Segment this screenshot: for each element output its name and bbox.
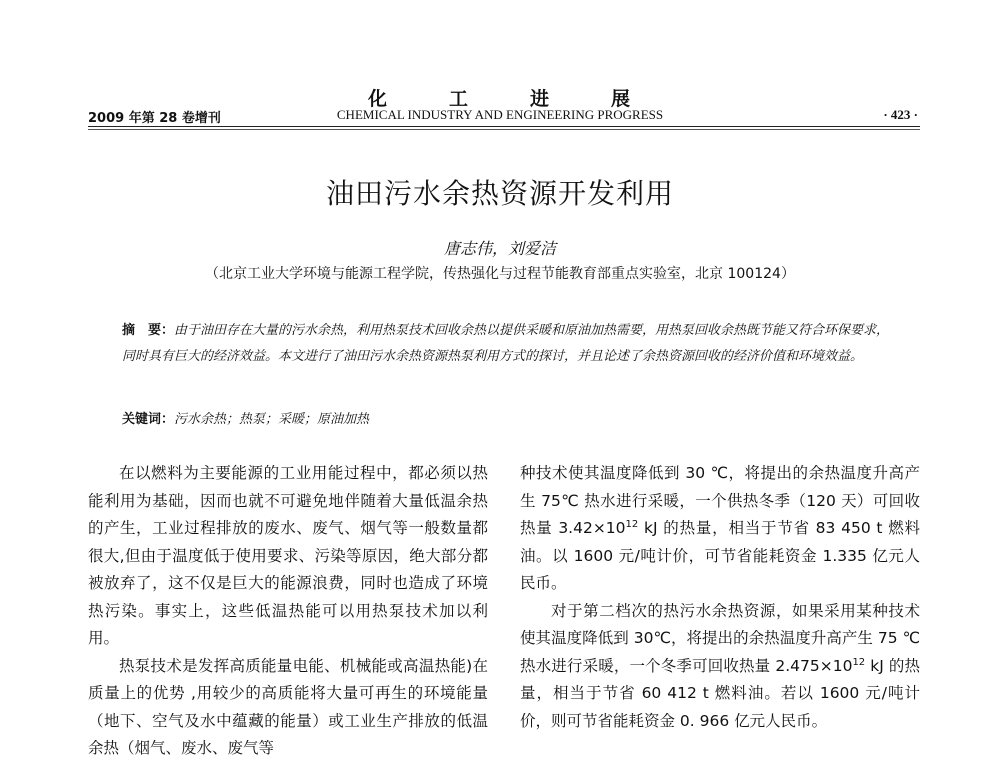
paragraph-text: kJ 的热量，相当于节省 60 412 t 燃料油。若以 1600 元/吨计价，则可节省能耗资金 0. 966 亿元人民币。 [520,656,921,730]
keywords-text: 污水余热；热泵；采暖；原油加热 [174,412,370,427]
journal-english-name: CHEMICAL INDUSTRY AND ENGINEERING PROGRESS [336,107,664,122]
abstract [122,318,892,370]
abstract-text: 由于油田存在大量的污水余热，利用热泵技术回收余热以提供采暖和原油加热需要，用热泵回收余热既节能又符合环保要求，同时具有巨大的经济效益。本文进行了油田污水余热资源热泵利用方式的探讨，并且论述了余热资源回收的经济价值和环境效益。 [122,323,890,364]
body-column-left [88,460,488,763]
exponent: 12 [625,518,639,530]
paragraph-text: kJ 的热量，相当于节省 83 450 t 燃料油。以 1600 元/吨计价，可节省能耗资金 1.335 亿元人民币。 [520,519,921,592]
journal-char: 化 [367,88,389,110]
paragraph: 热泵技术是发挥高质能量电能、机械能或高温热能)在质量上的优势 ,用较少的高质能将大量可再生的环境能量（地下、空气及水中蕴藏的能量）或工业生产排放的低温余热（烟气、废水、废气等 [88,656,488,757]
keywords [122,408,892,427]
page-number: · 423 · [883,107,918,122]
keywords-label: 关键词： [122,412,175,427]
paragraph [520,598,920,736]
paragraph-text: 对于第二档次的热污水余热资源，如果采用某种技术使其温度降低到 30℃，将提出的余热温度升高产生 75 ℃热水进行采暖，一个冬季可回收热量 2.475×10 [520,601,920,675]
paragraph-text: 种技术使其温度降低到 30 ℃，将提出的余热温度升高产生 75℃ 热水进行采暖，一个供热冬季（120 天）可回收热量 3.42×10 [520,464,920,537]
article-authors: 唐志伟，刘爱洁 [443,239,556,258]
header-rule [88,126,920,127]
journal-char: 展 [611,88,633,110]
article-affiliation: （北京工业大学环境与能源工程学院，传热强化与过程节能教育部重点实验室，北京 100124） [205,266,795,282]
journal-issue: 2009 年第 28 卷增刊 [88,111,221,126]
journal-char: 进 [530,88,552,110]
paragraph: 在以燃料为主要能源的工业用能过程中，都必须以热能利用为基础，因而也就不可避免地伴随着大量低温余热的产生，工业过程排放的废水、废气、烟气等一般数量都很大,但由于温度低于使用要求、污染等原因，绝大部分都被放弃了，这不仅是巨大的能源浪费，同时也造成了环境热污染。事实上，这些低温热能可以用热泵技术加以利用。 [88,464,488,647]
header-rule-thin [88,129,920,130]
exponent: 12 [852,656,866,668]
paragraph [520,460,920,598]
journal-char: 工 [448,88,470,110]
article-title: 油田污水余热资源开发利用 [325,177,674,210]
abstract-label: 摘 要： [122,323,175,338]
body-column-right [520,460,920,735]
